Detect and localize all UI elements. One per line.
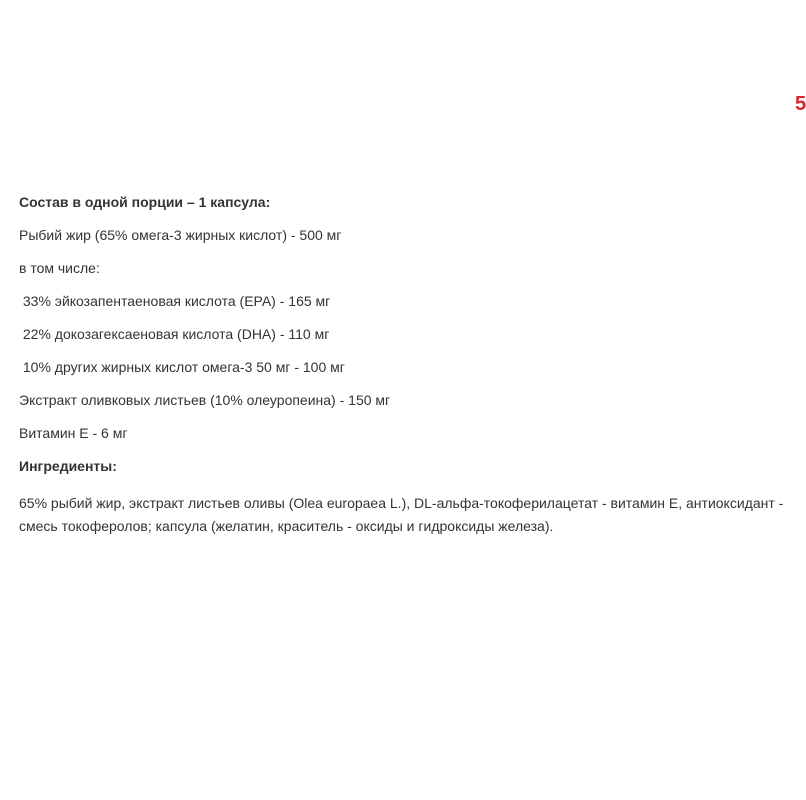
composition-line-including: в том числе: xyxy=(19,260,100,276)
ingredients-heading: Ингредиенты: xyxy=(19,458,117,474)
composition-line-other-omega3: 10% других жирных кислот омега-3 50 мг - 100 мг xyxy=(19,359,345,375)
composition-heading: Состав в одной порции – 1 капсула: xyxy=(19,194,271,210)
composition-line-olive-extract: Экстракт оливковых листьев (10% олеуропеина) - 150 мг xyxy=(19,392,391,408)
composition-line-dha: 22% докозагексаеновая кислота (DHA) - 110 мг xyxy=(19,326,330,342)
product-description xyxy=(19,192,794,538)
composition-line-epa: 33% эйкозапентаеновая кислота (EPA) - 165 мг xyxy=(19,293,331,309)
ingredients-text: 65% рыбий жир, экстракт листьев оливы (Olea europaea L.), DL-альфа-токоферилацетат - витамин E, антиоксидант - смесь токоферолов; капсула (желатин, краситель - оксиды и гидроксиды железа). xyxy=(19,495,784,534)
composition-line-vitamin-e: Витамин E - 6 мг xyxy=(19,425,128,441)
composition-line-fish-oil: Рыбий жир (65% омега-3 жирных кислот) - 500 мг xyxy=(19,227,342,243)
cropped-red-mark: 5 xyxy=(795,93,806,115)
